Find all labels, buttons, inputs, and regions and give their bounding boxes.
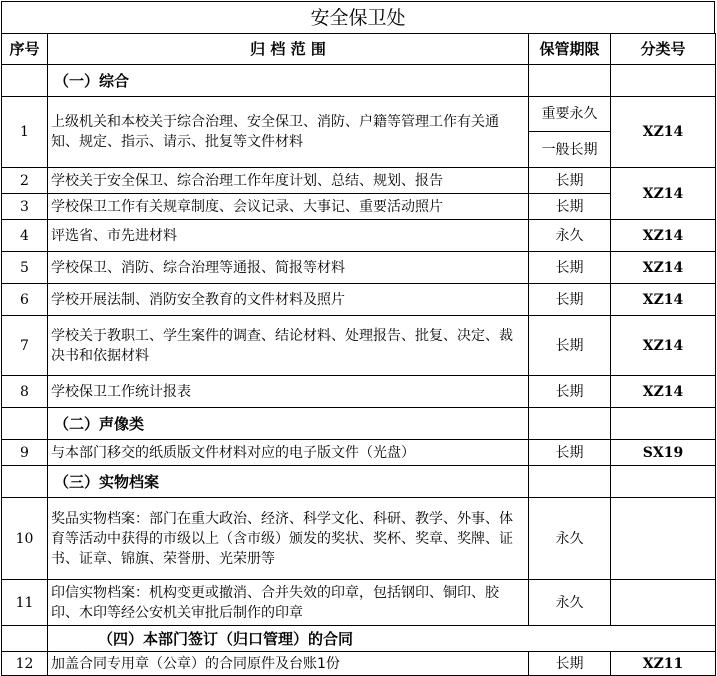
section-row-1 [2,65,716,97]
row-period: 永久 [529,498,611,580]
section-code-cell [611,466,716,498]
row-code: XZ14 [611,316,716,376]
row-code [611,498,716,580]
sheet-title: 安全保卫处 [1,1,715,33]
header-code: 分类号 [611,34,716,65]
row-period: 长期 [529,252,611,284]
row-number: 5 [2,252,48,284]
row-number: 2 [2,168,48,194]
table-row-2 [2,168,716,194]
row-period: 长期 [529,652,611,676]
section-period-cell [529,408,611,440]
header-row [2,34,716,65]
section-period-cell [529,466,611,498]
row-number: 3 [2,194,48,220]
row-code: XZ11 [611,652,716,676]
row-number: 11 [2,580,48,626]
table-row-7 [2,316,716,376]
row-period: 长期 [529,168,611,194]
archive-sheet [1,1,715,676]
table-row-6 [2,284,716,316]
row-number: 8 [2,376,48,408]
row-code [611,580,716,626]
row-period: 长期 [529,376,611,408]
table-row-1a [2,97,716,132]
table-row-11 [2,580,716,626]
row-scope: 学校保卫工作统计报表 [48,376,529,408]
header-period: 保管期限 [529,34,611,65]
row-number: 12 [2,652,48,676]
table-row-8 [2,376,716,408]
section-code-cell [611,408,716,440]
section-label-3: （三）实物档案 [48,466,529,498]
row-scope: 学校关于安全保卫、综合治理工作年度计划、总结、规划、报告 [48,168,529,194]
row-number: 7 [2,316,48,376]
row-period: 永久 [529,580,611,626]
section-period-cell [529,65,611,97]
section-label-4: （四）本部门签订（归口管理）的合同 [48,626,716,652]
row-code: XZ14 [611,220,716,252]
section-label-2: （二）声像类 [48,408,529,440]
row-code: SX19 [611,440,716,466]
row-scope: 学校保卫、消防、综合治理等通报、简报等材料 [48,252,529,284]
row-scope: 加盖合同专用章（公章）的合同原件及台账1份 [48,652,529,676]
row-code: XZ14 [611,168,716,220]
table-row-9 [2,440,716,466]
archive-table [1,33,716,676]
section-row-2 [2,408,716,440]
row-period: 长期 [529,284,611,316]
row-scope: 印信实物档案：机构变更或撤消、合并失效的印章，包括钢印、铜印、胶印、木印等经公安机关审批后制作的印章 [48,580,529,626]
row-scope: 评选省、市先进材料 [48,220,529,252]
row-scope: 奖品实物档案：部门在重大政治、经济、科学文化、科研、教学、外事、体育等活动中获得的市级以上（含市级）颁发的奖状、奖杯、奖章、奖牌、证书、证章、锦旗、荣誉册、光荣册等 [48,498,529,580]
row-scope: 学校关于教职工、学生案件的调查、结论材料、处理报告、批复、决定、裁决书和依据材料 [48,316,529,376]
row-number: 6 [2,284,48,316]
table-row-10 [2,498,716,580]
row-scope: 学校开展法制、消防安全教育的文件材料及照片 [48,284,529,316]
row-period: 永久 [529,220,611,252]
row-code: XZ14 [611,376,716,408]
row-scope: 与本部门移交的纸质版文件材料对应的电子版文件（光盘） [48,440,529,466]
section-row-3 [2,466,716,498]
section-no-cell [2,466,48,498]
row-scope: 上级机关和本校关于综合治理、安全保卫、消防、户籍等管理工作有关通知、规定、指示、请示、批复等文件材料 [48,97,529,168]
row-code: XZ14 [611,252,716,284]
section-code-cell [611,65,716,97]
row-period: 长期 [529,316,611,376]
row-number: 10 [2,498,48,580]
row-period-general: 一般长期 [529,132,611,168]
header-scope: 归 档 范 围 [48,34,529,65]
section-no-cell [2,626,48,652]
row-code: XZ14 [611,97,716,168]
row-scope: 学校保卫工作有关规章制度、会议记录、大事记、重要活动照片 [48,194,529,220]
row-number: 1 [2,97,48,168]
table-row-12 [2,652,716,676]
section-no-cell [2,65,48,97]
table-row-5 [2,252,716,284]
row-number: 9 [2,440,48,466]
section-label-1: （一）综合 [48,65,529,97]
section-row-4 [2,626,716,652]
table-row-3 [2,194,716,220]
header-no: 序号 [2,34,48,65]
row-number: 4 [2,220,48,252]
row-period: 长期 [529,440,611,466]
row-period-important: 重要永久 [529,97,611,132]
section-no-cell [2,408,48,440]
row-period: 长期 [529,194,611,220]
table-row-4 [2,220,716,252]
row-code: XZ14 [611,284,716,316]
